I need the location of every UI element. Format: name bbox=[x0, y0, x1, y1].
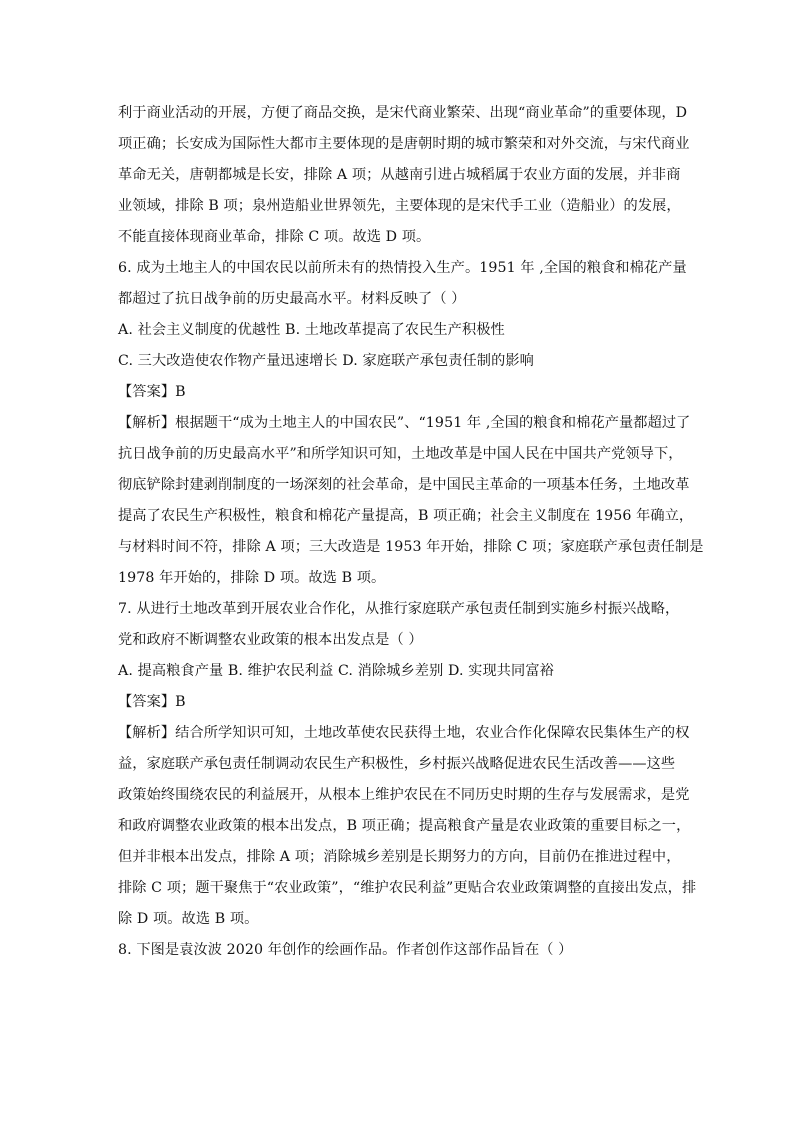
question-7-analysis-line: 和政府调整农业政策的根本出发点，B 项正确；提高粮食产量是农业政策的重要目标之一， bbox=[118, 818, 691, 834]
question-6-analysis-line: 提高了农民生产积极性，粮食和棉花产量提高，B 项正确；社会主义制度在 1956 年确立， bbox=[118, 508, 694, 524]
question-7-analysis-line: 政策始终围绕农民的利益展开，从根本上维护农民在不同历史时期的生存与发展需求，是党 bbox=[118, 787, 690, 803]
question-6-answer: 【答案】B bbox=[118, 384, 186, 400]
question-8-stem: 8. 下图是袁汝波 2020 年创作的绘画作品。作者创作这部作品旨在（ ） bbox=[118, 942, 573, 958]
question-7-stem: 7. 从进行土地改革到开展农业合作化，从推行家庭联产承包责任制到实施乡村振兴战略， bbox=[118, 601, 680, 617]
intro-explanation-line: 利于商业活动的开展，方便了商品交换，是宋代商业繁荣、出现“商业革命”的重要体现，D bbox=[118, 105, 688, 121]
question-6-analysis-line: 抗日战争前的历史最高水平”和所学知识可知，土地改革是中国人民在中国共产党领导下， bbox=[118, 446, 683, 462]
intro-explanation-line: 革命无关，唐朝都城是长安，排除 A 项；从越南引进占城稻属于农业方面的发展，并非商 bbox=[118, 167, 681, 183]
question-7-analysis-line: 排除 C 项；题干聚焦于“农业政策”，“维护农民利益”更贴合农业政策调整的直接出发点，排 bbox=[118, 880, 697, 896]
question-6-stem: 都超过了抗日战争前的历史最高水平。材料反映了（ ） bbox=[118, 291, 466, 307]
intro-explanation-line: 不能直接体现商业革命，排除 C 项。故选 D 项。 bbox=[118, 229, 431, 245]
question-6-analysis-line: 【解析】根据题干“成为土地主人的中国农民”、“1951 年 ,全国的粮食和棉花产量都超过了 bbox=[118, 415, 691, 431]
question-6-analysis-line: 1978 年开始的，排除 D 项。故选 B 项。 bbox=[118, 570, 386, 586]
question-7-analysis-line: 除 D 项。故选 B 项。 bbox=[118, 911, 259, 927]
intro-explanation-line: 项正确；长安成为国际性大都市主要体现的是唐朝时期的城市繁荣和对外交流，与宋代商业 bbox=[118, 136, 690, 152]
question-6-option-line: C. 三大改造使农作物产量迅速增长 D. 家庭联产承包责任制的影响 bbox=[118, 353, 534, 369]
question-7-stem: 党和政府不断调整农业政策的根本出发点是（ ） bbox=[118, 632, 423, 648]
intro-explanation-line: 业领域，排除 B 项；泉州造船业世界领先，主要体现的是宋代手工业（造船业）的发展， bbox=[118, 198, 681, 214]
question-7-option-line: A. 提高粮食产量 B. 维护农民利益 C. 消除城乡差别 D. 实现共同富裕 bbox=[118, 663, 554, 679]
question-7-analysis-line: 益，家庭联产承包责任制调动农民生产积极性，乡村振兴战略促进农民生活改善——这些 bbox=[118, 756, 676, 772]
question-6-option-line: A. 社会主义制度的优越性 B. 土地改革提高了农民生产积极性 bbox=[118, 322, 505, 338]
question-7-answer: 【答案】B bbox=[118, 694, 186, 710]
question-6-analysis-line: 与材料时间不符，排除 A 项；三大改造是 1953 年开始，排除 C 项；家庭联产承包责任制是 bbox=[118, 539, 704, 555]
question-6-stem: 6. 成为土地主人的中国农民以前所未有的热情投入生产。1951 年 ,全国的粮食和棉花产量 bbox=[118, 260, 687, 276]
question-7-analysis-line: 【解析】结合所学知识可知，土地改革使农民获得土地，农业合作化保障农民集体生产的权 bbox=[118, 725, 690, 741]
question-6-analysis-line: 彻底铲除封建剥削制度的一场深刻的社会革命，是中国民主革命的一项基本任务，土地改革 bbox=[118, 477, 690, 493]
question-7-analysis-line: 但并非根本出发点，排除 A 项；消除城乡差别是长期努力的方向，目前仍在推进过程中， bbox=[118, 849, 681, 865]
